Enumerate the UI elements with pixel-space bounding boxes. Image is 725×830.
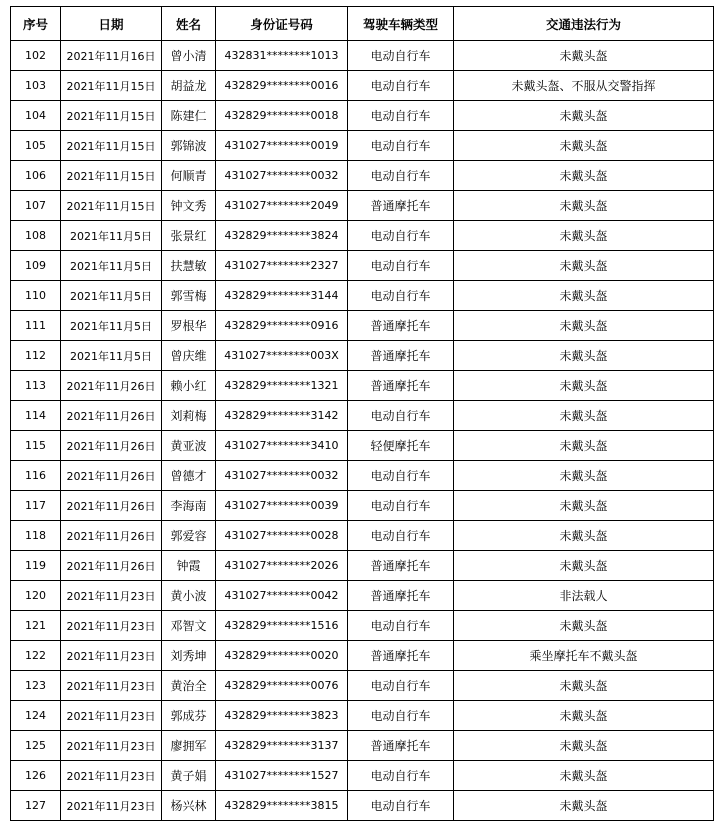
row-vehicle-type: 轻便摩托车 — [348, 431, 454, 461]
row-vehicle-type: 电动自行车 — [348, 71, 454, 101]
row-index: 112 — [11, 341, 61, 371]
table-row — [11, 161, 714, 191]
table-row — [11, 41, 714, 71]
row-id-number: 432829********0018 — [216, 101, 348, 131]
row-vehicle-type: 电动自行车 — [348, 491, 454, 521]
row-index: 102 — [11, 41, 61, 71]
row-violation: 未戴头盔 — [454, 281, 714, 311]
row-date: 2021年11月26日 — [61, 551, 162, 581]
row-vehicle-type: 电动自行车 — [348, 251, 454, 281]
row-violation: 未戴头盔 — [454, 791, 714, 821]
row-vehicle-type: 电动自行车 — [348, 791, 454, 821]
table-row — [11, 251, 714, 281]
row-index: 107 — [11, 191, 61, 221]
row-violation: 未戴头盔 — [454, 341, 714, 371]
header-index: 序号 — [11, 7, 61, 41]
row-name: 郭锦波 — [162, 131, 216, 161]
row-id-number: 432829********3815 — [216, 791, 348, 821]
table-row — [11, 131, 714, 161]
table-row — [11, 761, 714, 791]
table-row — [11, 431, 714, 461]
row-violation: 未戴头盔 — [454, 191, 714, 221]
table-row — [11, 491, 714, 521]
row-vehicle-type: 电动自行车 — [348, 611, 454, 641]
row-date: 2021年11月15日 — [61, 71, 162, 101]
header-name: 姓名 — [162, 7, 216, 41]
row-vehicle-type: 电动自行车 — [348, 461, 454, 491]
table-row — [11, 791, 714, 821]
row-name: 李海南 — [162, 491, 216, 521]
row-id-number: 432829********1516 — [216, 611, 348, 641]
row-date: 2021年11月5日 — [61, 281, 162, 311]
row-name: 郭雪梅 — [162, 281, 216, 311]
row-vehicle-type: 电动自行车 — [348, 221, 454, 251]
row-violation: 未戴头盔 — [454, 701, 714, 731]
row-vehicle-type: 普通摩托车 — [348, 551, 454, 581]
header-id-number: 身份证号码 — [216, 7, 348, 41]
row-index: 114 — [11, 401, 61, 431]
header-row — [11, 7, 714, 41]
row-index: 115 — [11, 431, 61, 461]
row-violation: 乘坐摩托车不戴头盔 — [454, 641, 714, 671]
row-violation: 未戴头盔 — [454, 311, 714, 341]
row-name: 张景红 — [162, 221, 216, 251]
row-violation: 非法载人 — [454, 581, 714, 611]
table-row — [11, 731, 714, 761]
row-index: 116 — [11, 461, 61, 491]
row-date: 2021年11月5日 — [61, 341, 162, 371]
row-id-number: 432829********3823 — [216, 701, 348, 731]
row-index: 104 — [11, 101, 61, 131]
row-id-number: 431027********2026 — [216, 551, 348, 581]
row-violation: 未戴头盔 — [454, 461, 714, 491]
table-row — [11, 641, 714, 671]
table-row — [11, 191, 714, 221]
row-vehicle-type: 电动自行车 — [348, 671, 454, 701]
row-vehicle-type: 电动自行车 — [348, 161, 454, 191]
row-id-number: 432829********0916 — [216, 311, 348, 341]
row-violation: 未戴头盔 — [454, 551, 714, 581]
row-name: 罗根华 — [162, 311, 216, 341]
row-name: 邓智文 — [162, 611, 216, 641]
row-violation: 未戴头盔 — [454, 101, 714, 131]
row-id-number: 431027********3410 — [216, 431, 348, 461]
violation-table-container — [10, 6, 714, 821]
table-row — [11, 281, 714, 311]
row-vehicle-type: 电动自行车 — [348, 281, 454, 311]
row-name: 曾庆维 — [162, 341, 216, 371]
row-date: 2021年11月5日 — [61, 221, 162, 251]
table-row — [11, 71, 714, 101]
row-index: 119 — [11, 551, 61, 581]
row-name: 郭成芬 — [162, 701, 216, 731]
row-vehicle-type: 电动自行车 — [348, 41, 454, 71]
row-index: 113 — [11, 371, 61, 401]
row-date: 2021年11月26日 — [61, 431, 162, 461]
row-id-number: 431027********2327 — [216, 251, 348, 281]
violation-table — [10, 6, 714, 821]
row-date: 2021年11月15日 — [61, 101, 162, 131]
row-date: 2021年11月23日 — [61, 791, 162, 821]
row-violation: 未戴头盔 — [454, 401, 714, 431]
row-index: 117 — [11, 491, 61, 521]
row-name: 刘秀坤 — [162, 641, 216, 671]
row-violation: 未戴头盔 — [454, 611, 714, 641]
table-row — [11, 341, 714, 371]
row-name: 郭爱容 — [162, 521, 216, 551]
row-vehicle-type: 普通摩托车 — [348, 581, 454, 611]
row-name: 扶慧敏 — [162, 251, 216, 281]
row-date: 2021年11月15日 — [61, 161, 162, 191]
table-row — [11, 701, 714, 731]
row-id-number: 431027********0042 — [216, 581, 348, 611]
row-vehicle-type: 电动自行车 — [348, 131, 454, 161]
row-vehicle-type: 普通摩托车 — [348, 191, 454, 221]
row-vehicle-type: 电动自行车 — [348, 701, 454, 731]
row-violation: 未戴头盔 — [454, 161, 714, 191]
table-row — [11, 671, 714, 701]
row-date: 2021年11月15日 — [61, 191, 162, 221]
row-index: 108 — [11, 221, 61, 251]
row-date: 2021年11月26日 — [61, 401, 162, 431]
row-name: 赖小红 — [162, 371, 216, 401]
row-name: 曾小清 — [162, 41, 216, 71]
table-row — [11, 551, 714, 581]
row-index: 123 — [11, 671, 61, 701]
row-date: 2021年11月23日 — [61, 761, 162, 791]
row-vehicle-type: 电动自行车 — [348, 401, 454, 431]
row-index: 126 — [11, 761, 61, 791]
row-vehicle-type: 电动自行车 — [348, 101, 454, 131]
row-violation: 未戴头盔 — [454, 221, 714, 251]
table-row — [11, 311, 714, 341]
row-id-number: 432829********1321 — [216, 371, 348, 401]
row-id-number: 431027********0019 — [216, 131, 348, 161]
row-violation: 未戴头盔 — [454, 251, 714, 281]
row-index: 103 — [11, 71, 61, 101]
row-violation: 未戴头盔 — [454, 761, 714, 791]
row-name: 黄治全 — [162, 671, 216, 701]
row-vehicle-type: 电动自行车 — [348, 761, 454, 791]
row-violation: 未戴头盔 — [454, 671, 714, 701]
header-vehicle-type: 驾驶车辆类型 — [348, 7, 454, 41]
table-row — [11, 611, 714, 641]
row-violation: 未戴头盔 — [454, 371, 714, 401]
table-row — [11, 371, 714, 401]
row-violation: 未戴头盔 — [454, 491, 714, 521]
row-date: 2021年11月23日 — [61, 641, 162, 671]
row-index: 122 — [11, 641, 61, 671]
row-id-number: 432831********1013 — [216, 41, 348, 71]
row-index: 111 — [11, 311, 61, 341]
row-id-number: 432829********3142 — [216, 401, 348, 431]
row-violation: 未戴头盔 — [454, 731, 714, 761]
row-date: 2021年11月23日 — [61, 611, 162, 641]
row-id-number: 431027********0032 — [216, 161, 348, 191]
row-date: 2021年11月26日 — [61, 491, 162, 521]
row-index: 105 — [11, 131, 61, 161]
row-index: 125 — [11, 731, 61, 761]
row-id-number: 432829********0020 — [216, 641, 348, 671]
row-index: 109 — [11, 251, 61, 281]
row-date: 2021年11月23日 — [61, 701, 162, 731]
row-name: 黄子娟 — [162, 761, 216, 791]
row-violation: 未戴头盔 — [454, 41, 714, 71]
row-name: 钟文秀 — [162, 191, 216, 221]
row-vehicle-type: 普通摩托车 — [348, 341, 454, 371]
row-index: 120 — [11, 581, 61, 611]
row-index: 118 — [11, 521, 61, 551]
row-index: 110 — [11, 281, 61, 311]
row-name: 黄亚波 — [162, 431, 216, 461]
table-row — [11, 221, 714, 251]
row-id-number: 432829********0076 — [216, 671, 348, 701]
table-body — [11, 41, 714, 821]
row-date: 2021年11月26日 — [61, 461, 162, 491]
header-violation: 交通违法行为 — [454, 7, 714, 41]
row-date: 2021年11月23日 — [61, 581, 162, 611]
row-date: 2021年11月5日 — [61, 311, 162, 341]
row-id-number: 431027********0039 — [216, 491, 348, 521]
row-id-number: 431027********003X — [216, 341, 348, 371]
row-id-number: 431027********0028 — [216, 521, 348, 551]
header-date: 日期 — [61, 7, 162, 41]
row-name: 黄小波 — [162, 581, 216, 611]
row-violation: 未戴头盔 — [454, 131, 714, 161]
table-row — [11, 521, 714, 551]
row-name: 刘莉梅 — [162, 401, 216, 431]
row-date: 2021年11月15日 — [61, 131, 162, 161]
table-row — [11, 581, 714, 611]
row-violation: 未戴头盔 — [454, 521, 714, 551]
row-id-number: 432829********3824 — [216, 221, 348, 251]
row-violation: 未戴头盔、不服从交警指挥 — [454, 71, 714, 101]
row-name: 廖拥军 — [162, 731, 216, 761]
row-name: 何顺青 — [162, 161, 216, 191]
row-index: 106 — [11, 161, 61, 191]
row-id-number: 431027********2049 — [216, 191, 348, 221]
row-index: 127 — [11, 791, 61, 821]
row-vehicle-type: 普通摩托车 — [348, 641, 454, 671]
row-violation: 未戴头盔 — [454, 431, 714, 461]
row-date: 2021年11月5日 — [61, 251, 162, 281]
row-date: 2021年11月26日 — [61, 371, 162, 401]
row-date: 2021年11月23日 — [61, 731, 162, 761]
row-id-number: 432829********0016 — [216, 71, 348, 101]
row-vehicle-type: 普通摩托车 — [348, 371, 454, 401]
row-date: 2021年11月26日 — [61, 521, 162, 551]
row-id-number: 432829********3144 — [216, 281, 348, 311]
table-row — [11, 401, 714, 431]
row-name: 胡益龙 — [162, 71, 216, 101]
table-row — [11, 461, 714, 491]
row-name: 陈建仁 — [162, 101, 216, 131]
row-vehicle-type: 电动自行车 — [348, 521, 454, 551]
row-name: 钟霞 — [162, 551, 216, 581]
row-index: 124 — [11, 701, 61, 731]
row-date: 2021年11月23日 — [61, 671, 162, 701]
row-vehicle-type: 普通摩托车 — [348, 311, 454, 341]
row-vehicle-type: 普通摩托车 — [348, 731, 454, 761]
row-name: 曾德才 — [162, 461, 216, 491]
row-date: 2021年11月16日 — [61, 41, 162, 71]
row-id-number: 431027********0032 — [216, 461, 348, 491]
row-index: 121 — [11, 611, 61, 641]
table-row — [11, 101, 714, 131]
row-id-number: 431027********1527 — [216, 761, 348, 791]
row-name: 杨兴林 — [162, 791, 216, 821]
row-id-number: 432829********3137 — [216, 731, 348, 761]
